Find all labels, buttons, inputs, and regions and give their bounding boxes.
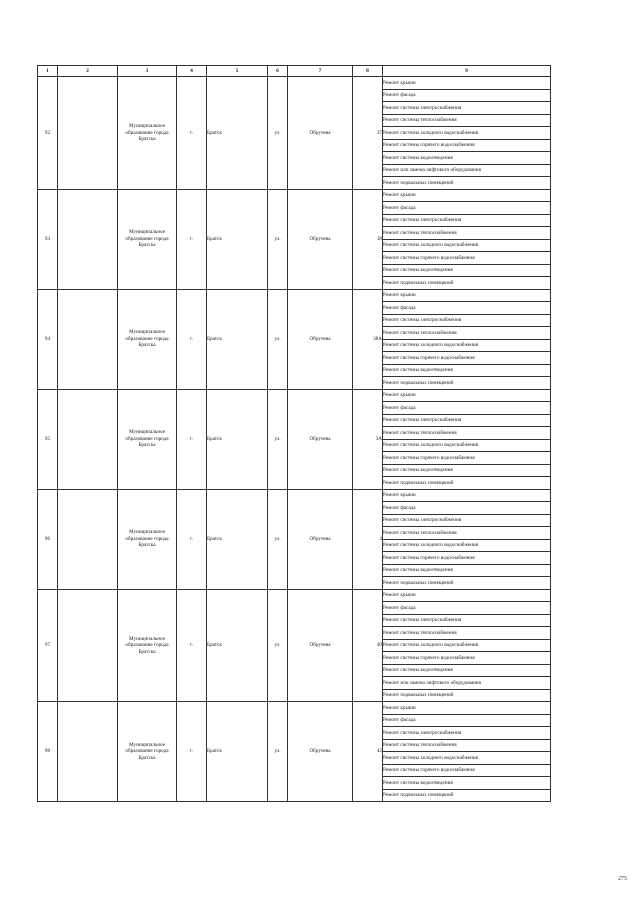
header-cell: 9 bbox=[383, 66, 551, 77]
settlement-type: г. bbox=[177, 289, 207, 389]
street-name: Обручева bbox=[288, 489, 353, 589]
work-item: Ремонт системы теплоснабжения bbox=[383, 627, 551, 640]
settlement-type: г. bbox=[177, 389, 207, 489]
municipality-name: Муниципальное образование города Братска bbox=[118, 189, 177, 289]
work-item: Ремонт крыши bbox=[383, 289, 551, 302]
header-cell: 3 bbox=[118, 66, 177, 77]
header-cell: 2 bbox=[58, 66, 118, 77]
street-type: ул. bbox=[268, 489, 288, 589]
table-row bbox=[38, 489, 551, 502]
work-item: Ремонт системы теплоснабжения bbox=[383, 427, 551, 440]
house-number: 38 bbox=[353, 189, 383, 289]
header-cell: 5 bbox=[207, 66, 268, 77]
header-cell: 4 bbox=[177, 66, 207, 77]
table-row bbox=[38, 189, 551, 202]
empty-cell bbox=[58, 489, 118, 589]
work-item: Ремонт системы холодного водоснабжения bbox=[383, 239, 551, 252]
work-item: Ремонт системы горячего водоснабжения bbox=[383, 139, 551, 152]
municipality-name: Муниципальное образование города Братска bbox=[118, 389, 177, 489]
settlement-name: Братск bbox=[207, 389, 268, 489]
work-item: Ремонт системы водоотведения bbox=[383, 464, 551, 477]
table-row bbox=[38, 77, 551, 90]
work-item: Ремонт системы электроснабжения bbox=[383, 614, 551, 627]
house-number: 40 bbox=[353, 589, 383, 702]
work-item: Ремонт крыши bbox=[383, 77, 551, 90]
work-item: Ремонт системы водоотведения bbox=[383, 564, 551, 577]
empty-cell bbox=[58, 77, 118, 190]
work-item: Ремонт фасада bbox=[383, 402, 551, 415]
work-item: Ремонт подвальных помещений bbox=[383, 377, 551, 390]
street-name: Обручева bbox=[288, 77, 353, 190]
street-type: ул. bbox=[268, 389, 288, 489]
work-item: Ремонт подвальных помещений bbox=[383, 789, 551, 802]
work-item: Ремонт системы холодного водоснабжения bbox=[383, 639, 551, 652]
work-item: Ремонт системы холодного водоснабжения bbox=[383, 339, 551, 352]
work-item: Ремонт системы холодного водоснабжения bbox=[383, 127, 551, 140]
settlement-name: Братск bbox=[207, 589, 268, 702]
empty-cell bbox=[58, 389, 118, 489]
work-item: Ремонт системы холодного водоснабжения bbox=[383, 439, 551, 452]
street-type: ул. bbox=[268, 289, 288, 389]
work-item: Ремонт системы горячего водоснабжения bbox=[383, 252, 551, 265]
settlement-type: г. bbox=[177, 489, 207, 589]
header-cell: 8 bbox=[353, 66, 383, 77]
work-item: Ремонт системы электроснабжения bbox=[383, 514, 551, 527]
work-item: Ремонт системы теплоснабжения bbox=[383, 739, 551, 752]
municipality-name: Муниципальное образование города Братска bbox=[118, 589, 177, 702]
work-item: Ремонт фасада bbox=[383, 714, 551, 727]
street-name: Обручева bbox=[288, 289, 353, 389]
work-item: Ремонт фасада bbox=[383, 502, 551, 515]
work-item: Ремонт системы водоотведения bbox=[383, 152, 551, 165]
work-item: Ремонт системы горячего водоснабжения bbox=[383, 452, 551, 465]
house-number: 42 bbox=[353, 702, 383, 802]
house-number: 4 bbox=[353, 489, 383, 589]
work-item: Ремонт системы электроснабжения bbox=[383, 314, 551, 327]
empty-cell bbox=[58, 189, 118, 289]
street-type: ул. bbox=[268, 189, 288, 289]
municipality-name: Муниципальное образование города Братска bbox=[118, 702, 177, 802]
street-type: ул. bbox=[268, 589, 288, 702]
settlement-name: Братск bbox=[207, 189, 268, 289]
work-item: Ремонт подвальных помещений bbox=[383, 177, 551, 190]
table-row bbox=[38, 589, 551, 602]
settlement-name: Братск bbox=[207, 702, 268, 802]
empty-cell bbox=[58, 702, 118, 802]
work-item: Ремонт крыши bbox=[383, 589, 551, 602]
street-type: ул. bbox=[268, 702, 288, 802]
record-number: 94 bbox=[38, 289, 58, 389]
work-item: Ремонт системы теплоснабжения bbox=[383, 327, 551, 340]
table-row bbox=[38, 289, 551, 302]
work-item: Ремонт крыши bbox=[383, 189, 551, 202]
house-number: 3А bbox=[353, 389, 383, 489]
house-number: 37 bbox=[353, 77, 383, 190]
empty-cell bbox=[58, 589, 118, 702]
work-item: Ремонт системы горячего водоснабжения bbox=[383, 764, 551, 777]
settlement-name: Братск bbox=[207, 77, 268, 190]
empty-cell bbox=[58, 289, 118, 389]
settlement-type: г. bbox=[177, 702, 207, 802]
table-body bbox=[38, 77, 551, 802]
work-item: Ремонт системы горячего водоснабжения bbox=[383, 652, 551, 665]
municipality-name: Муниципальное образование города Братска bbox=[118, 489, 177, 589]
street-name: Обручева bbox=[288, 189, 353, 289]
work-item: Ремонт фасада bbox=[383, 602, 551, 615]
house-number: 38А bbox=[353, 289, 383, 389]
work-item: Ремонт подвальных помещений bbox=[383, 477, 551, 490]
street-name: Обручева bbox=[288, 589, 353, 702]
table-row bbox=[38, 389, 551, 402]
settlement-type: г. bbox=[177, 589, 207, 702]
header-cell: 1 bbox=[38, 66, 58, 77]
work-item: Ремонт подвальных помещений bbox=[383, 277, 551, 290]
record-number: 97 bbox=[38, 589, 58, 702]
work-item: Ремонт системы горячего водоснабжения bbox=[383, 552, 551, 565]
settlement-name: Братск bbox=[207, 289, 268, 389]
work-item: Ремонт фасада bbox=[383, 302, 551, 315]
street-name: Обручева bbox=[288, 389, 353, 489]
work-item: Ремонт системы водоотведения bbox=[383, 664, 551, 677]
work-item: Ремонт системы теплоснабжения bbox=[383, 227, 551, 240]
work-item: Ремонт крыши bbox=[383, 489, 551, 502]
work-item: Ремонт системы водоотведения bbox=[383, 364, 551, 377]
settlement-name: Братск bbox=[207, 489, 268, 589]
header-cell: 6 bbox=[268, 66, 288, 77]
work-item: Ремонт фасада bbox=[383, 202, 551, 215]
work-item: Ремонт подвальных помещений bbox=[383, 689, 551, 702]
work-item: Ремонт подвальных помещений bbox=[383, 577, 551, 590]
work-item: Ремонт системы электроснабжения bbox=[383, 102, 551, 115]
work-item: Ремонт или замена лифтового оборудования bbox=[383, 677, 551, 690]
settlement-type: г. bbox=[177, 189, 207, 289]
table-row bbox=[38, 702, 551, 715]
record-number: 98 bbox=[38, 702, 58, 802]
work-item: Ремонт системы горячего водоснабжения bbox=[383, 352, 551, 365]
header-cell: 7 bbox=[288, 66, 353, 77]
settlement-type: г. bbox=[177, 77, 207, 190]
work-item: Ремонт фасада bbox=[383, 89, 551, 102]
header-row bbox=[38, 66, 551, 77]
work-item: Ремонт системы холодного водоснабжения bbox=[383, 539, 551, 552]
page-number: 275 bbox=[618, 876, 627, 882]
record-number: 93 bbox=[38, 189, 58, 289]
work-item: Ремонт системы электроснабжения bbox=[383, 727, 551, 740]
record-number: 92 bbox=[38, 77, 58, 190]
work-item: Ремонт крыши bbox=[383, 389, 551, 402]
work-item: Ремонт системы холодного водоснабжения bbox=[383, 752, 551, 765]
street-type: ул. bbox=[268, 77, 288, 190]
street-name: Обручева bbox=[288, 702, 353, 802]
record-number: 95 bbox=[38, 389, 58, 489]
municipality-name: Муниципальное образование города Братска bbox=[118, 289, 177, 389]
work-item: Ремонт системы водоотведения bbox=[383, 264, 551, 277]
work-item: Ремонт или замена лифтового оборудования bbox=[383, 164, 551, 177]
work-item: Ремонт системы электроснабжения bbox=[383, 414, 551, 427]
work-item: Ремонт системы теплоснабжения bbox=[383, 114, 551, 127]
record-number: 96 bbox=[38, 489, 58, 589]
work-item: Ремонт крыши bbox=[383, 702, 551, 715]
municipality-name: Муниципальное образование города Братска bbox=[118, 77, 177, 190]
work-item: Ремонт системы электроснабжения bbox=[383, 214, 551, 227]
repair-program-table bbox=[37, 65, 551, 802]
work-item: Ремонт системы водоотведения bbox=[383, 777, 551, 790]
work-item: Ремонт системы теплоснабжения bbox=[383, 527, 551, 540]
